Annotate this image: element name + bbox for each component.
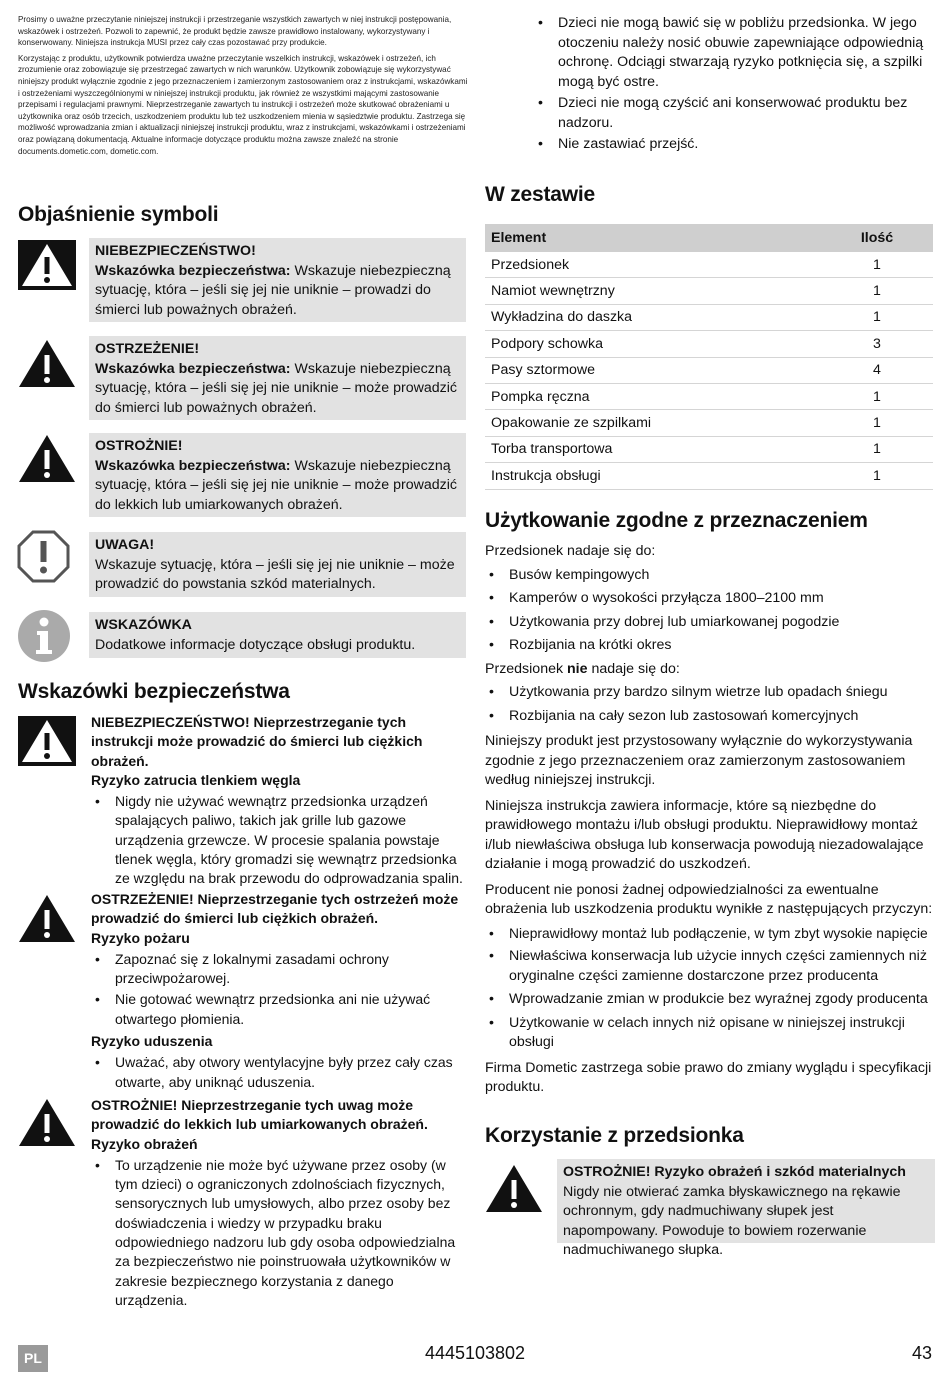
using-heading: Korzystanie z przedsionka	[485, 1124, 744, 1147]
danger-warning-icon	[18, 240, 76, 290]
list-item: • Użytkowanie w celach innych niż opisane w niniejszej instrukcji obsługi	[485, 1014, 935, 1053]
kit-table-wrap	[485, 224, 933, 490]
symbol-danger-lead: Wskazówka bezpieczeństwa:	[95, 262, 291, 279]
symbol-warning-text: Wskazuje niebezpieczną sytuację, która – jeśli się jej nie uniknie – może prowadzić do śmierci lub poważnych obrażeń.	[95, 360, 457, 416]
symbol-caution-text: Wskazuje niebezpieczną sytuację, która – jeśli się jej nie uniknie – może prowadzić do lekkich lub umiarkowanych obrażeń.	[95, 457, 457, 513]
usage-paragraph-2: Niniejsza instrukcja zawiera informacje, które są niezbędne do prawidłowego montażu i/lub obsługi produktu. Nieprawidłowy montaż i/lub niewłaściwa obsługa lub konserwacja powodują niezadowalające działanie i mogą prowadzić do uszkodzeń.	[485, 797, 924, 872]
symbol-caution-title: OSTROŻNIE!	[95, 438, 183, 454]
symbol-warning-box	[89, 336, 466, 420]
list-item: • Użytkowania przy bardzo silnym wietrze lub opadach śniegu	[485, 683, 935, 703]
item-cell: Instrukcja obsługi	[485, 463, 821, 489]
intro-paragraph-1: Prosimy o uważne przeczytanie niniejszej instrukcji i przestrzeganie wszystkich zawartych w niej instrukcji postępowania, wskazówek i ostrzeżeń. Pozwoli to zapewnić, że produkt będzie zawsze prawidłowo instalowany, wykorzystywany i konserwowany. Niniejsza instrukcja MUSI przez cały czas pozostawać przy produkcie.	[18, 15, 452, 48]
qty-cell: 3	[821, 331, 933, 357]
list-item: • Nigdy nie używać wewnątrz przedsionka urządzeń spalających paliwo, takich jak grille lub gazowe urządzenia grzewcze. W procesie spalania powstaje tlenek węgla, który gromadzi się wewnątrz przedsionka ze względu na brak przewodu do odprowadzania spalin.	[91, 792, 466, 888]
info-icon	[18, 610, 70, 662]
not-suitable-intro	[485, 660, 935, 680]
list-item: • Dzieci nie mogą czyścić ani konserwować produktu bez nadzoru.	[534, 94, 936, 133]
fire-risk-subheading: Ryzyko pożaru	[91, 929, 190, 946]
usage-paragraph-3: Producent nie ponosi żadnej odpowiedzialności za ewentualne obrażenia lub uszkodzenia produktu wynikłe z następujących przyczyn:	[485, 881, 933, 917]
usage-section	[485, 542, 935, 1098]
qty-cell: 1	[821, 304, 933, 330]
co-risk-subheading: Ryzyko zatrucia tlenkiem węgla	[91, 771, 301, 788]
item-cell: Namiot wewnętrzny	[485, 278, 821, 304]
safety-caution-heading: OSTROŻNIE! Nieprzestrzeganie tych uwag może prowadzić do lekkich lub umiarkowanych obrażeń.	[91, 1097, 428, 1133]
symbol-warning-lead: Wskazówka bezpieczeństwa:	[95, 360, 291, 377]
item-cell: Pasy sztormowe	[485, 357, 821, 383]
symbol-warning-title: OSTRZEŻENIE!	[95, 341, 200, 357]
item-cell: Wykładzina do daszka	[485, 304, 821, 330]
table-row	[485, 331, 933, 357]
item-cell: Podpory schowka	[485, 331, 821, 357]
qty-cell: 1	[821, 410, 933, 436]
list-item: • To urządzenie nie może być używane przez osoby (w tym dzieci) o ograniczonych zdolnościach fizycznych, sensorycznych lub umysłowych, albo przez osoby bez doświadczenia i wiedzy w przypadku braku odpowiedniego nadzoru lub gdy osoba odpowiedzialna za bezpieczeństwo nie poinstruowała użytkowników w zakresie bezpiecznego korzystania z danego urządzenia.	[91, 1156, 466, 1310]
item-cell: Pompka ręczna	[485, 383, 821, 409]
caution-triangle-icon	[485, 1163, 543, 1213]
safety-caution-block	[91, 1096, 466, 1310]
symbol-notice-box	[89, 532, 466, 597]
table-row	[485, 383, 933, 409]
using-caution-title: OSTROŻNIE! Ryzyko obrażeń i szkód materialnych	[563, 1164, 906, 1180]
list-item: • Zapoznać się z lokalnymi zasadami ochrony przeciwpożarowej.	[91, 950, 466, 989]
item-cell: Opakowanie ze szpilkami	[485, 410, 821, 436]
table-row	[485, 436, 933, 462]
using-caution-box	[557, 1159, 935, 1258]
column-header: Element	[485, 224, 821, 252]
intro-paragraph-2: Korzystając z produktu, użytkownik potwierdza uważne przeczytanie wszelkich instrukcji, wskazówek i ostrzeżeń, ich zrozumienie oraz zobowiązuje się przestrzegać zawartych w nich warunków. Użytkownik zobowiązuje się wykorzystywać niniejszy produkt wyłącznie zgodnie z jego przeznaczeniem i zamierzonym zastosowaniem oraz z instrukcjami, wskazówkami i ostrzeżeniami wyszczególnionymi w niniejszej instrukcji produktu, jak również ze wszystkimi mającymi zastosowanie przepisami i regulacjami prawnymi. Nieprzestrzeganie zawartych tu instrukcji i ostrzeżeń może skutkować obrażeniami u użytkownika oraz osób trzecich, uszkodzeniem produktu lub też uszkodzeniem mienia w sąsiedztwie produktu. Zastrzega się możliwość wprowadzania zmian i aktualizacji niniejszej instrukcji produktu, wraz z instrukcjami, wskazówkami i ostrzeżeniami oraz powiązaną dokumentacją. Aktualne informacje dotyczące produktu można zawsze znaleźć na stronie documents.dometic.com, dometic.com.	[18, 53, 468, 156]
column-header: Ilość	[821, 224, 933, 252]
caution-triangle-icon	[18, 1097, 76, 1147]
list-item: • Nie zastawiać przejść.	[534, 135, 936, 155]
symbol-notice-text: Wskazuje sytuację, która – jeśli się jej nie uniknie – może prowadzić do powstania szkód materialnych.	[95, 556, 455, 592]
intro-text	[18, 14, 468, 161]
safety-heading: Wskazówki bezpieczeństwa	[18, 680, 290, 703]
page-number: 43	[911, 1343, 932, 1363]
list-item: • Nieprawidłowy montaż lub podłączenie, w tym zbyt wysokie napięcie	[485, 924, 935, 944]
safety-warning-heading: OSTRZEŻENIE! Nieprzestrzeganie tych ostrzeżeń może prowadzić do śmierci lub ciężkich obrażeń.	[91, 891, 459, 927]
warning-triangle-icon	[18, 893, 76, 943]
not-suitable-pre: Przedsionek	[485, 660, 568, 677]
symbol-caution-box	[89, 433, 466, 517]
usage-paragraph-4: Firma Dometic zastrzega sobie prawo do zmiany wyglądu i specyfikacji produktu.	[485, 1059, 932, 1095]
qty-cell: 1	[821, 436, 933, 462]
symbol-info-box	[89, 612, 466, 658]
qty-cell: 1	[821, 383, 933, 409]
symbol-notice-title: UWAGA!	[95, 537, 155, 553]
symbol-info-text: Dodatkowe informacje dotyczące obsługi produktu.	[95, 636, 416, 653]
symbol-caution-lead: Wskazówka bezpieczeństwa:	[95, 457, 291, 474]
symbol-info-title: WSKAZÓWKA	[95, 617, 192, 633]
safety-danger-heading: NIEBEZPIECZEŃSTWO! Nieprzestrzeganie tych instrukcji może prowadzić do śmierci lub ciężkich obrażeń.	[91, 714, 423, 769]
suffocation-risk-subheading: Ryzyko uduszenia	[91, 1033, 213, 1050]
list-item: • Rozbijania na krótki okres	[485, 636, 935, 656]
table-row	[485, 304, 933, 330]
language-badge: PL	[18, 1345, 48, 1372]
usage-heading: Użytkowanie zgodne z przeznaczeniem	[485, 509, 868, 532]
list-item: • Niewłaściwa konserwacja lub użycie innych części zamiennych niż oryginalne części zamienne dostarczone przez producenta	[485, 947, 935, 986]
suitable-intro: Przedsionek nadaje się do:	[485, 543, 656, 559]
list-item: • Użytkowania przy dobrej lub umiarkowanej pogodzie	[485, 613, 935, 633]
list-item: • Rozbijania na cały sezon lub zastosowań komercyjnych	[485, 707, 935, 727]
qty-cell: 4	[821, 357, 933, 383]
list-item: • Nie gotować wewnątrz przedsionka ani nie używać otwartego płomienia.	[91, 990, 466, 1029]
not-suitable-bold: nie	[567, 660, 588, 677]
qty-cell: 1	[821, 252, 933, 278]
table-row	[485, 252, 933, 278]
kit-heading: W zestawie	[485, 183, 596, 206]
table-row	[485, 357, 933, 383]
danger-warning-icon	[18, 716, 76, 766]
document-code: 4445103802	[424, 1343, 526, 1363]
list-item: • Kamperów o wysokości przyłącza 1800–2100 mm	[485, 589, 935, 609]
safety-danger-block	[91, 713, 466, 889]
safety-continued	[558, 14, 936, 155]
symbol-danger-title: NIEBEZPIECZEŃSTWO!	[95, 243, 256, 259]
list-item: • Uważać, aby otwory wentylacyjne były przez cały czas otwarte, aby uniknąć uduszenia.	[91, 1053, 466, 1092]
item-cell: Przedsionek	[485, 252, 821, 278]
kit-table	[485, 224, 933, 490]
injury-risk-subheading: Ryzyko obrażeń	[91, 1135, 198, 1152]
safety-warning-block	[91, 890, 466, 1092]
caution-triangle-icon	[18, 433, 76, 483]
item-cell: Torba transportowa	[485, 436, 821, 462]
symbol-danger-text: Wskazuje niebezpieczną sytuację, która – jeśli się jej nie uniknie – prowadzi do śmierci lub poważnych obrażeń.	[95, 262, 451, 318]
table-row	[485, 410, 933, 436]
table-row	[485, 463, 933, 489]
symbols-heading: Objaśnienie symboli	[18, 203, 219, 226]
table-row	[485, 278, 933, 304]
qty-cell: 1	[821, 278, 933, 304]
symbol-danger-box	[89, 238, 466, 322]
list-item: • Dzieci nie mogą bawić się w pobliżu przedsionka. W jego otoczeniu należy nosić obuwie zapewniające odpowiednią ochronę. Odciągi stwarzają ryzyko potknięcia się, a szpilki mogą być ostre.	[534, 14, 936, 92]
qty-cell: 1	[821, 463, 933, 489]
warning-triangle-icon	[18, 338, 76, 388]
not-suitable-post: nadaje się do:	[587, 660, 680, 677]
usage-paragraph-1: Niniejszy produkt jest przystosowany wyłącznie do wykorzystywania zgodnie z jego przeznaczeniem oraz zamierzonym zastosowaniem według niniejszej instrukcji.	[485, 733, 913, 788]
notice-octagon-icon	[17, 530, 70, 583]
list-item: • Busów kempingowych	[485, 566, 935, 586]
using-caution-text: Nigdy nie otwierać zamka błyskawicznego na rękawie ochronnym, gdy nadmuchiwany słupek jest napompowany. Powoduje to bowiem rozerwanie nadmuchiwanego słupka.	[563, 1183, 901, 1258]
list-item: • Wprowadzanie zmian w produkcie bez wyraźnej zgody producenta	[485, 990, 935, 1010]
